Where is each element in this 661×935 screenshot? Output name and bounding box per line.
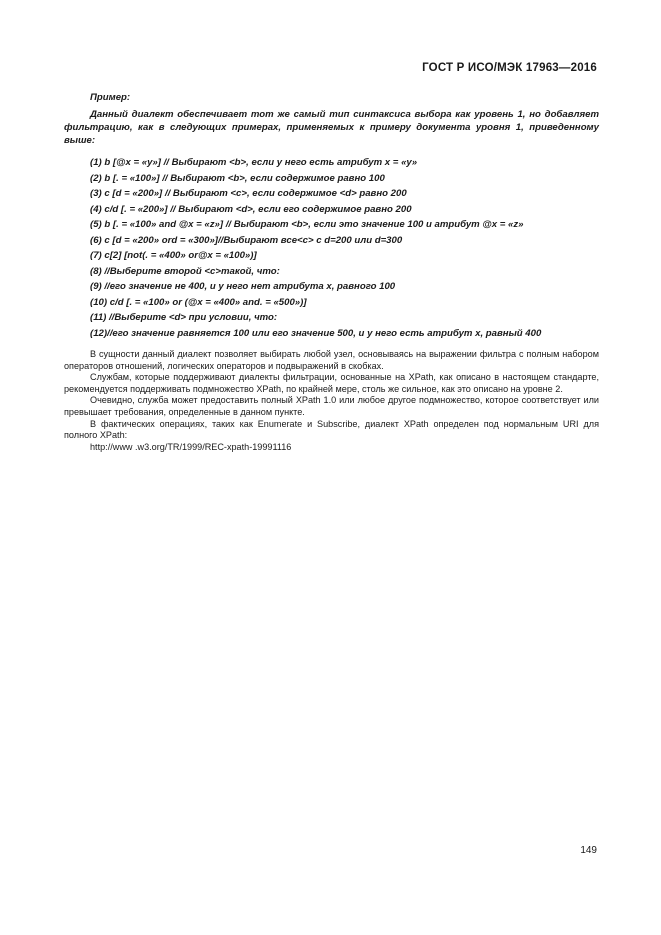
xpath-spec-url: http://www .w3.org/TR/1999/REC-xpath-19991116 (90, 441, 292, 452)
body-paragraph: Очевидно, служба может предоставить полный XPath 1.0 или любое другое подмножество, которое соответствует или превышает требования, определенные в данном пункте. (64, 395, 599, 417)
code-examples-list (64, 155, 599, 341)
code-line: (5) b [. = «100» and @x = «z»] // Выбирают <b>, если это значение 100 и атрибут @x = «z» (90, 219, 524, 230)
code-line: (3) c [d = «200»] // Выбирают <c>, если содержимое <d> равно 200 (90, 188, 407, 199)
body-paragraph: Службам, которые поддерживают диалекты фильтрации, основанные на XPath, как описано в настоящем стандарте, рекомендуется поддерживать подмножество XPath, по крайней мере, столь же сильное, как это описано на уровне 2. (64, 372, 599, 394)
page-number: 149 (580, 845, 597, 856)
code-line: (6) c [d = «200» ord = «300»]//Выбирают все<c> с d=200 или d=300 (90, 234, 403, 246)
code-line: (12)//его значение равняется 100 или его значение 500, и у него есть атрибут x, равный 400 (90, 327, 542, 339)
example-intro: Данный диалект обеспечивает тот же самый тип синтаксиса выбора как уровень 1, но добавляет фильтрацию, как в следующих примерах, применяемых к примеру документа уровня 1, приведенному выше: (64, 109, 599, 146)
code-line: (2) b [. = «100»] // Выбирают <b>, если содержимое равно 100 (90, 172, 385, 184)
body-paragraph: В фактических операциях, таких как Enumerate и Subscribe, диалект XPath определен под нормальным URI для полного XPath: (64, 418, 599, 441)
code-line: (10) c/d [. = «100» or (@x = «400» and. = «500»)] (90, 296, 307, 308)
code-line: (11) //Выберите <d> при условии, что: (90, 312, 278, 323)
example-title: Пример: (90, 92, 131, 103)
code-line: (1) b [@x = «y»] // Выбирают <b>, если у него есть атрибут x = «y» (90, 157, 418, 168)
code-line: (9) //его значение не 400, и у него нет атрибута x, равного 100 (90, 281, 396, 292)
code-line: (8) //Выберите второй <c>такой, что: (90, 265, 280, 277)
code-line: (7) c[2] [not(. = «400» or@x = «100»)] (90, 250, 257, 261)
page-header-standard-code: ГОСТ Р ИСО/МЭК 17963—2016 (422, 62, 597, 74)
page-content (64, 92, 599, 453)
code-line: (4) c/d [. = «200»] // Выбирают <d>, если его содержимое равно 200 (90, 203, 412, 215)
body-paragraph: В сущности данный диалект позволяет выбирать любой узел, основываясь на выражении фильтра с полным набором операторов отношений, логических операторов и подвыражений в скобках. (64, 349, 599, 371)
